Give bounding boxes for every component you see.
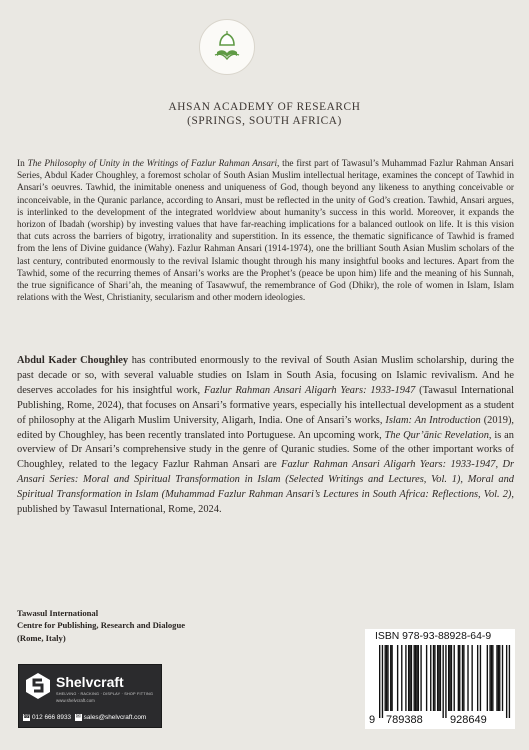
academy-name: AHSAN ACADEMY OF RESEARCH — [168, 101, 361, 113]
barcode-bar — [496, 645, 497, 711]
phone-icon: ☎ — [23, 714, 31, 720]
barcode-bar — [386, 645, 387, 711]
academy-location: (SPRINGS, SOUTH AFRICA) — [187, 115, 342, 127]
bio-text-4: , is an overview of Dr Ansari’s comprehensive study in the genre of Quranic studies. Some of the other important works of Choughley, related to the legacy Fazlur Rahman Ansari are — [17, 429, 514, 471]
barcode-digits-left: 789388 — [386, 714, 423, 726]
barcode-bar — [454, 645, 455, 711]
barcode-bar — [401, 645, 402, 711]
barcode-bar — [390, 645, 391, 711]
barcode-bar — [489, 645, 490, 711]
sponsor-website: www.shelvcraft.com — [56, 698, 95, 703]
desc-text-2: , the first part of Tawasul’s Muhammad Fazlur Rahman Ansari Series, Abdul Kader Choughley, a foremost scholar of South Asian Muslim intellectual heritage, examines the concept of Tawhid in Ansari’s oeuvres. Tawhid, the inimitable oneness and uniqueness of God, though beyond any likeness to anything conceivable or inconceivable, in the Quranic parlance, according to Ansari, must be reflected in the unity of God’s creation. Tawhid, Ansari argues, is interlinked to the development of the integrated worldview about humanity’s success in this world. Moreover, it expands the horizon of Ibadah (worship) by investing values that have far-reaching implications for a balanced outlook on life. It is this vision that cuts across the barriers of bigotry, irrationality and superstition. In its essence, the thematic significance of Tawhid is framed from the lens of Divine guidance (Wahy). Fazlur Rahman Ansari (1914-1974), one the brilliant South Asian Muslim scholars of the last century, contributed enormously to the revival Islamic thought through his many insightful books and lectures. Apart from the Tawhid, some of the recurring themes of Ansari’s works are the Prophet’s (peace be upon him) life and the meaning of his Sunnah, the true significance of Shari’ah, the meaning of Tasawwuf, the remembrance of God (Dhikr), the role of women in Islam, Islam relations with the West, Christianity, secularism and other modern ideologies. — [17, 159, 514, 304]
barcode-bar — [509, 645, 510, 718]
barcode-digits-right: 928649 — [450, 714, 487, 726]
barcode-bar — [387, 645, 388, 711]
work-title-3: The Qur’ānic Revelation — [384, 429, 489, 441]
barcode-bar — [438, 645, 439, 711]
barcode-bar — [448, 645, 449, 711]
barcode-bar — [405, 645, 406, 711]
barcode-bar — [391, 645, 392, 711]
barcode-bar — [385, 645, 386, 711]
barcode-bar — [458, 645, 459, 711]
barcode-digit-first: 9 — [369, 714, 376, 726]
shelvcraft-mark-icon — [25, 672, 51, 700]
email-icon: ✉ — [75, 714, 81, 720]
author-name: Abdul Kader Choughley — [17, 355, 129, 366]
barcode-bar — [487, 645, 488, 711]
barcode-bar — [437, 645, 438, 711]
publisher-info — [17, 607, 317, 644]
sponsor-name: Shelvcraft — [56, 674, 124, 690]
desc-text-1: In — [17, 159, 28, 169]
barcode-bar — [471, 645, 472, 711]
mosque-book-icon — [200, 20, 254, 74]
barcode-bar — [430, 645, 431, 711]
barcode-bar — [409, 645, 410, 711]
barcode-bar — [418, 645, 419, 711]
barcode-bar — [463, 645, 464, 711]
barcode-bar — [426, 645, 427, 711]
academy-logo — [199, 19, 255, 75]
barcode-bar — [397, 645, 398, 711]
isbn-barcode-box — [365, 629, 515, 729]
publisher-location: (Rome, Italy) — [17, 632, 66, 643]
book-description — [17, 158, 514, 304]
sponsor-phone: 012 666 8933 — [32, 714, 72, 722]
bio-text-5: , published by Tawasul International, Rome, 2024. — [17, 489, 514, 516]
barcode-bar — [433, 645, 434, 711]
barcode-bar — [408, 645, 409, 711]
publisher-centre: Centre for Publishing, Research and Dialogue — [17, 620, 186, 631]
barcode-bar — [420, 645, 421, 711]
barcode-bar — [499, 645, 500, 711]
barcode-bar — [462, 645, 463, 711]
barcode-bar — [459, 645, 460, 711]
book-title: The Philosophy of Unity in the Writings of Fazlur Rahman Ansari — [27, 159, 278, 169]
publisher-name: Tawasul International — [17, 608, 99, 618]
work-title-4: Fazlur Rahman Ansari Aligarh Years: 1933-1947, Dr Ansari Series: Moral and Spiritual Transformation in Islam (Selected Writings and Lectures, Vol. 1), Moral and Spiritual Transformation in Islam (Muhammad Fazlur Rahman Ansari’s Lectures in South Africa: Reflections, Vol. 2) — [17, 459, 514, 501]
barcode-bar — [411, 645, 412, 711]
bio-text-1: has contributed enormously to the revival of South Asian Muslim scholarship, during the past decade or so, with several valuable studies on Islam in South Asia, focusing on Islamic revivalism. And he deserves accolades for his insightful work, — [17, 355, 514, 396]
author-bio — [17, 354, 514, 518]
work-title-2: Islam: An Introduction — [385, 414, 481, 426]
barcode-bar — [498, 645, 499, 711]
barcode — [365, 629, 515, 729]
work-title-1: Fazlur Rahman Ansari Aligarh Years: 1933-1947 — [203, 384, 416, 396]
barcode-bar — [415, 645, 416, 711]
barcode-bar — [506, 645, 507, 718]
sponsor-email: sales@shelvcraft.com — [83, 714, 147, 722]
barcode-bar — [416, 645, 417, 711]
barcode-bar — [467, 645, 468, 711]
bio-text-2: (Tawasul International Publishing, Rome, 2024), that focuses on Ansari’s formative years, especially his intellectual development as a student of philosophy at the Aligarh Muslim University, Aligarh, India. One of Ansari’s works, — [17, 384, 514, 426]
barcode-bar — [502, 645, 503, 711]
barcode-bar — [480, 645, 481, 711]
barcode-bar — [382, 645, 383, 718]
barcode-bar — [440, 645, 441, 711]
barcode-bar — [442, 645, 443, 718]
isbn-label: ISBN 978-93-88928-64-9 — [375, 631, 492, 642]
barcode-bar — [434, 645, 435, 711]
sponsor-logo — [18, 664, 162, 728]
barcode-bar — [491, 645, 492, 711]
bio-text-3: (2019), edited by Choughley, has been recently translated into Portuguese. An upcoming work, — [17, 414, 514, 441]
barcode-bar — [414, 645, 415, 711]
barcode-bar — [379, 645, 380, 718]
sponsor-tagline: SHELVING · RACKING · DISPLAY · SHOP FITTING — [56, 692, 154, 696]
barcode-bar — [477, 645, 478, 711]
sponsor-contact — [23, 714, 159, 721]
barcode-bar — [449, 645, 450, 711]
barcode-bar — [492, 645, 493, 711]
barcode-bar — [445, 645, 446, 718]
barcode-bar — [451, 645, 452, 711]
